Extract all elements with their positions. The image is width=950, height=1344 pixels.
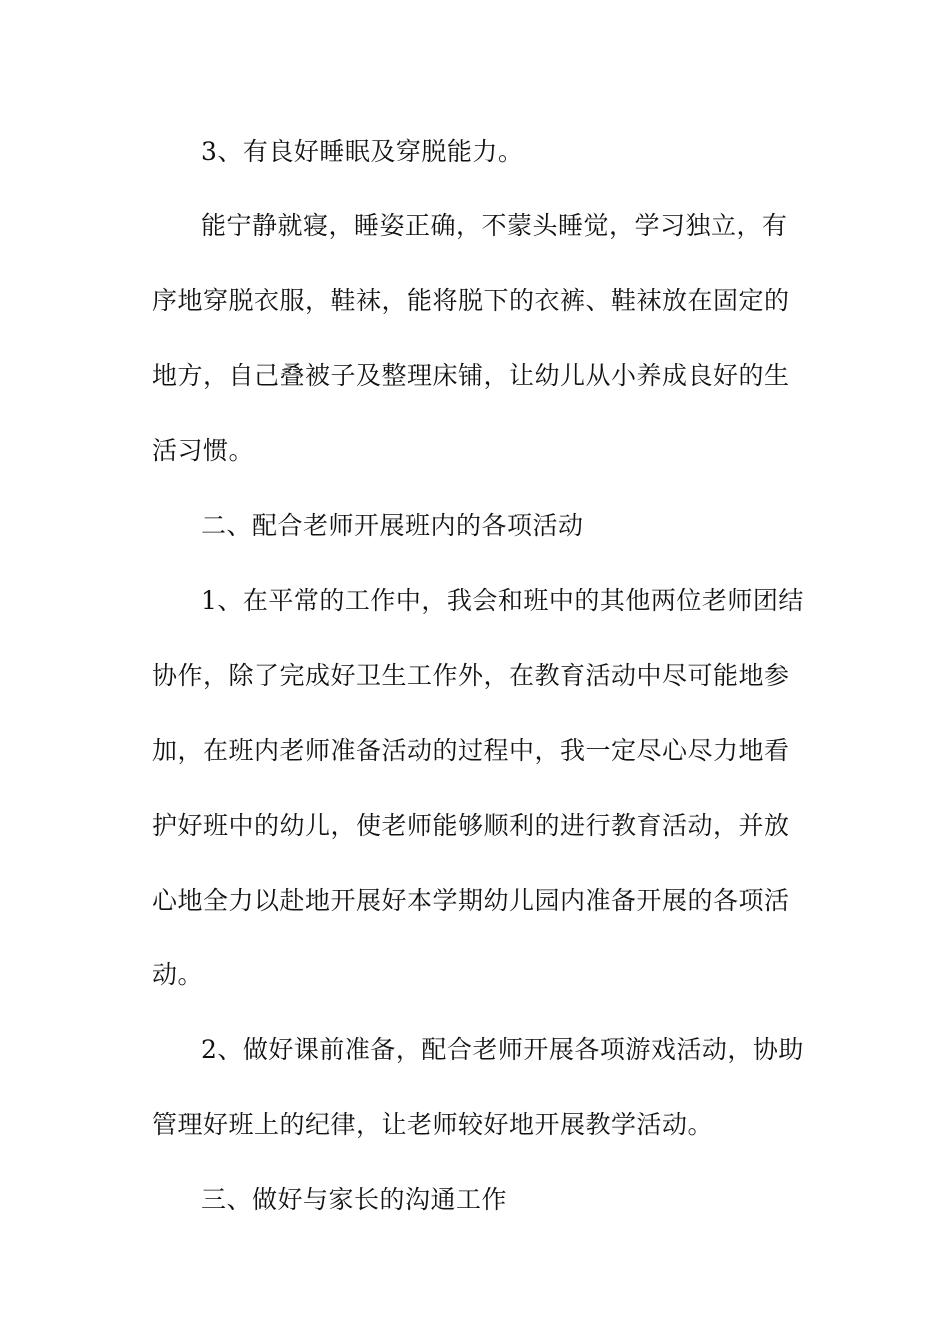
paragraph-line: 能宁静就寝，睡姿正确，不蒙头睡觉，学习独立，有 [201,211,788,240]
paragraph-line: 管理好班上的纪律，让老师较好地开展教学活动。 [152,1110,714,1139]
paragraph-line: 动。 [152,960,204,989]
paragraph-line: 加，在班内老师准备活动的过程中，我一定尽心尽力地看 [152,736,790,765]
paragraph-line: 活习惯。 [152,436,255,465]
paragraph-line: 序地穿脱衣服，鞋袜，能将脱下的衣裤、鞋袜放在固定的 [152,286,790,315]
paragraph-line: 1、在平常的工作中，我会和班中的其他两位老师团结 [201,586,804,615]
paragraph-heading-sleep: 3、有良好睡眠及穿脱能力。 [201,137,524,166]
paragraph-line: 2、做好课前准备，配合老师开展各项游戏活动，协助 [201,1035,804,1064]
paragraph-line: 心地全力以赴地开展好本学期幼儿园内准备开展的各项活 [152,886,790,915]
section-heading-3: 三、做好与家长的沟通工作 [201,1185,508,1214]
paragraph-line: 协作，除了完成好卫生工作外，在教育活动中尽可能地参 [152,661,790,690]
paragraph-line: 地方，自己叠被子及整理床铺，让幼儿从小养成良好的生 [152,361,790,390]
paragraph-line: 护好班中的幼儿，使老师能够顺利的进行教育活动，并放 [152,811,790,840]
section-heading-2: 二、配合老师开展班内的各项活动 [201,511,584,540]
